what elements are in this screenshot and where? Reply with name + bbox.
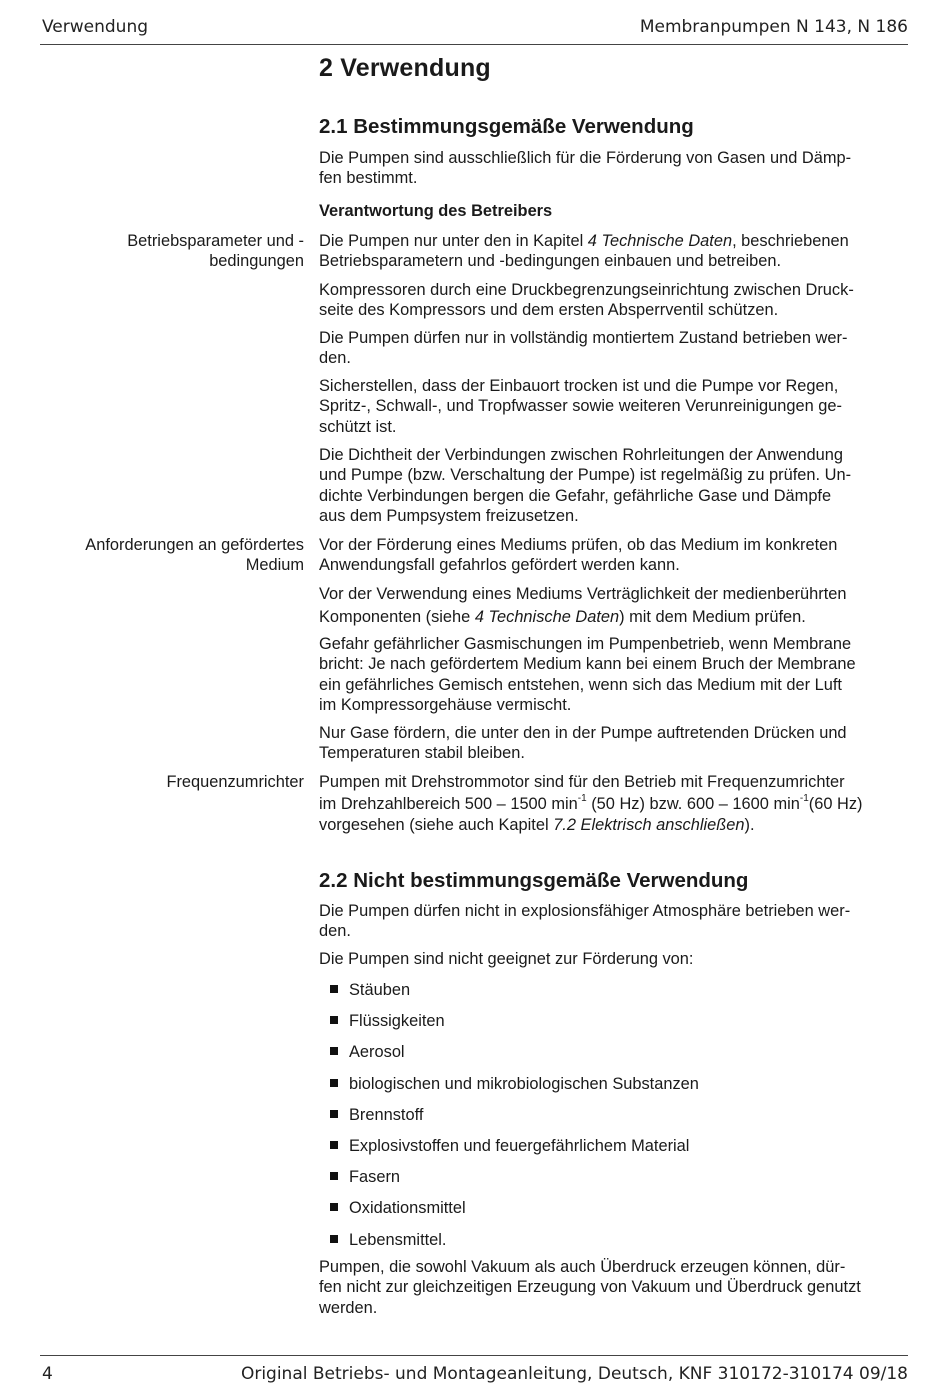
paragraph-operating-parameters: Die Pumpen nur unter den in Kapitel 4 Technische Daten, beschriebenen Betriebsparametern und -bedingungen einbauen und betreiben. — [319, 232, 849, 271]
bullet-square-icon — [330, 985, 338, 993]
bullet-square-icon — [330, 1141, 338, 1149]
chapter-reference: 4 Technische Daten — [587, 232, 733, 250]
paragraph-stable-gases: Nur Gase fördern, die unter den in der Pumpe auftretenden Drücken und Temperaturen stabil bleiben. — [319, 724, 847, 763]
paragraph-compatibility: Vor der Verwendung eines Mediums Verträglichkeit der medienberührten Komponenten (siehe 4 Technische Daten) mit dem Medium prüfen. — [319, 585, 847, 626]
page-number: 4 — [42, 1364, 53, 1384]
list-item: biologischen und mikrobiologischen Substanzen — [319, 1074, 699, 1105]
chapter-reference: 7.2 Elektrisch anschließen — [553, 816, 745, 834]
section-title-improper-use: 2.2 Nicht bestimmungsgemäße Verwendung — [319, 869, 749, 892]
side-label-operating-parameters: Betriebsparameter und - bedingungen — [127, 232, 304, 271]
footer-document-info: Original Betriebs- und Montageanleitung, Deutsch, KNF 310172-310174 09/18 — [240, 1364, 908, 1384]
list-item: Explosivstoffen und feuergefährlichem Material — [319, 1136, 699, 1167]
list-item: Aerosol — [319, 1042, 699, 1073]
bullet-square-icon — [330, 1203, 338, 1211]
paragraph-not-suitable: Die Pumpen sind nicht geeignet zur Förderung von: — [319, 950, 694, 968]
intro-paragraph: Die Pumpen sind ausschließlich für die Förderung von Gasen und Dämp- fen bestimmt. — [319, 149, 852, 188]
header-product-name: Membranpumpen N 143, N 186 — [639, 17, 908, 37]
list-item: Stäuben — [319, 980, 699, 1011]
bullet-square-icon — [330, 1047, 338, 1055]
paragraph-connection-tightness: Die Dichtheit der Verbindungen zwischen Rohrleitungen der Anwendung und Pumpe (bzw. Verschaltung der Pumpe) ist regelmäßig zu prüfen. Un- dichte Verbindungen bergen die Gefahr, gefährliche Gase und Dämpfe aus dem Pumpsystem freizusetzen. — [319, 446, 852, 526]
page-header — [40, 16, 908, 45]
paragraph-gas-mixture-danger: Gefahr gefährlicher Gasmischungen im Pumpenbetrieb, wenn Membrane bricht: Je nach gefördertem Medium kann bei einem Bruch der Membrane ein gefährliches Gemisch entstehen, wenn sich das Medium mit der Luft im Kompressorgehäuse vermischt. — [319, 635, 856, 715]
paragraph-pressure-limiting: Kompressoren durch eine Druckbegrenzungseinrichtung zwischen Druck- seite des Kompressors und dem ersten Absperrventil schützen. — [319, 281, 854, 320]
chapter-reference: 4 Technische Daten — [474, 608, 620, 626]
bullet-square-icon — [330, 1172, 338, 1180]
list-item: Fasern — [319, 1167, 699, 1198]
chapter-title: 2 Verwendung — [319, 54, 491, 82]
paragraph-vacuum-overpressure: Pumpen, die sowohl Vakuum als auch Überdruck erzeugen können, dür- fen nicht zur gleichzeitigen Erzeugung von Vakuum und Überdruck genutzt werden. — [319, 1258, 861, 1317]
section-title-intended-use: 2.1 Bestimmungsgemäße Verwendung — [319, 115, 694, 138]
bullet-square-icon — [330, 1079, 338, 1087]
header-section-title: Verwendung — [42, 17, 149, 37]
paragraph-installation-location: Sicherstellen, dass der Einbauort trocken ist und die Pumpe vor Regen, Spritz-, Schwall-, und Tropfwasser sowie weiteren Verunreinigungen ge- schützt ist. — [319, 377, 842, 436]
bullet-square-icon — [330, 1110, 338, 1118]
list-item: Oxidationsmittel — [319, 1198, 699, 1229]
side-label-medium-requirements: Anforderungen an gefördertes Medium — [85, 536, 304, 575]
paragraph-assembled-state: Die Pumpen dürfen nur in vollständig montiertem Zustand betrieben wer- den. — [319, 329, 848, 368]
list-item: Brennstoff — [319, 1105, 699, 1136]
side-label-frequency-converter: Frequenzumrichter — [166, 773, 304, 791]
paragraph-frequency-converter: Pumpen mit Drehstrommotor sind für den Betrieb mit Frequenzumrichter im Drehzahlbereich 500 – 1500 $\min^{-1} (50$ Hz) bzw. 600 – 1600 $\min^{-1}(60$ Hz) vorgesehen (siehe auch Kapitel 7.2 Elektrisch anschließen). — [319, 773, 863, 834]
unsuitable-media-list — [319, 980, 699, 1261]
bullet-square-icon — [330, 1235, 338, 1243]
list-item: Flüssigkeiten — [319, 1011, 699, 1042]
paragraph-medium-check: Vor der Förderung eines Mediums prüfen, ob das Medium im konkreten Anwendungsfall gefahrlos gefördert werden kann. — [319, 536, 838, 575]
bullet-square-icon — [330, 1016, 338, 1024]
list-item: Lebensmittel. — [319, 1230, 699, 1261]
subheading-operator-responsibility: Verantwortung des Betreibers — [319, 202, 553, 220]
paragraph-explosive-atmosphere: Die Pumpen dürfen nicht in explosionsfähiger Atmosphäre betrieben wer- den. — [319, 902, 851, 941]
page-footer — [40, 1355, 908, 1386]
